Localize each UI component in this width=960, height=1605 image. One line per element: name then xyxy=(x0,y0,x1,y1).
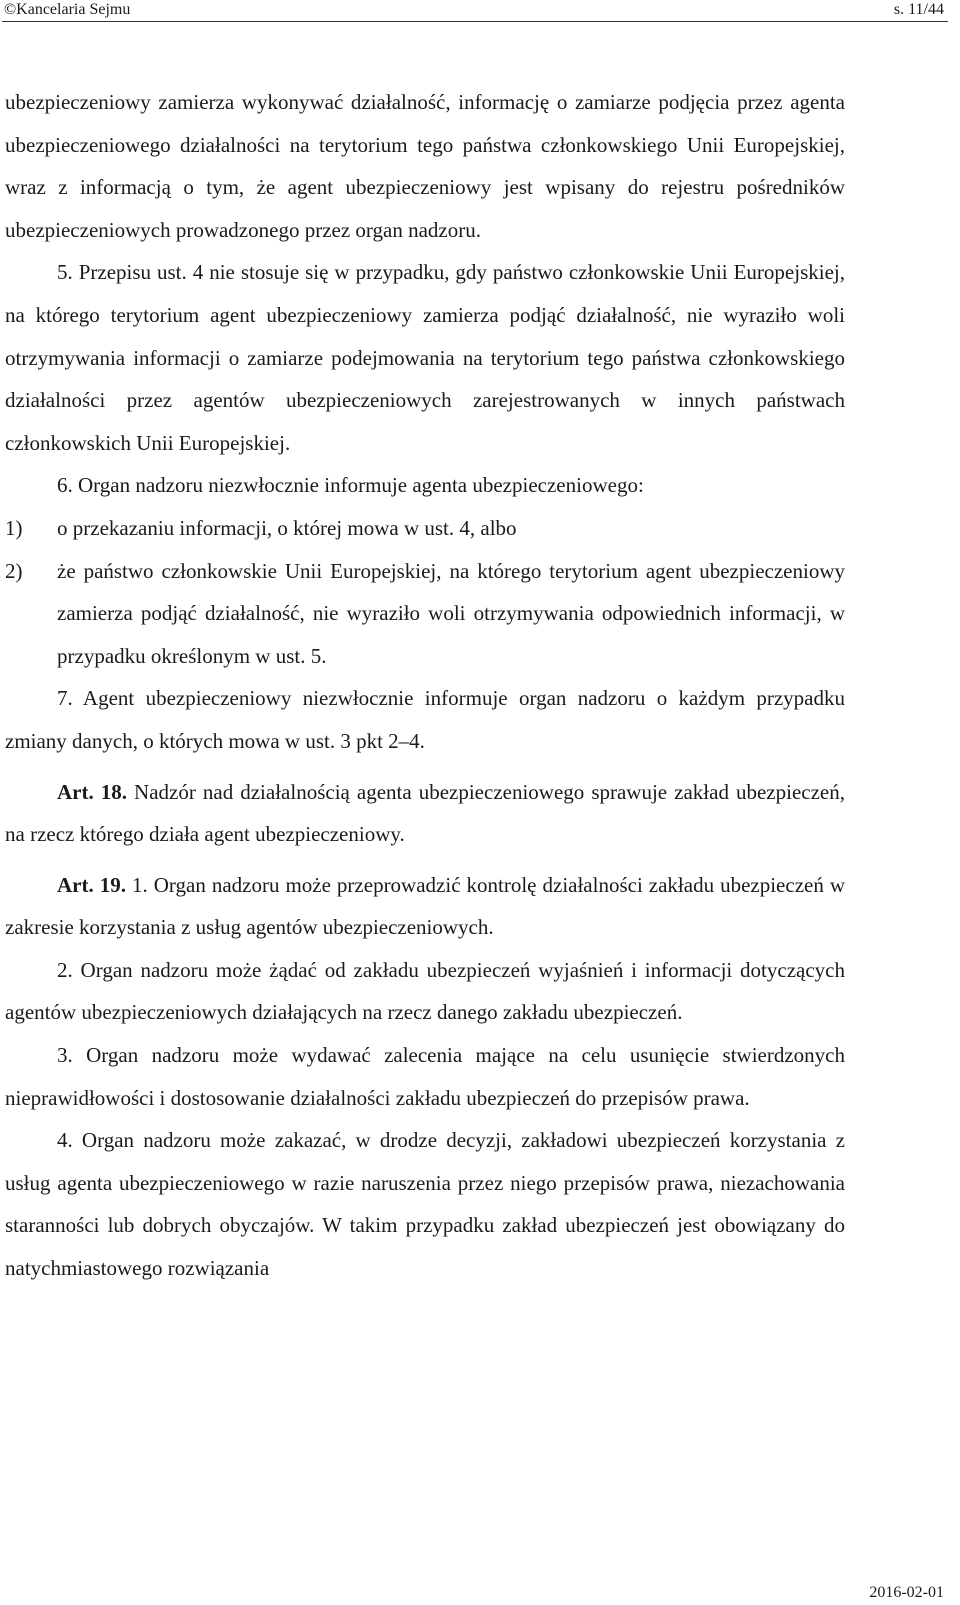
header-rule xyxy=(2,21,948,22)
paragraph-continuation: ubezpieczeniowy zamierza wykonywać działalność, informację o zamiarze podjęcia przez agenta ubezpieczeniowego działalności na terytorium tego państwa członkowskiego Unii Europejskiej, wraz z informacją o tym, że agent ubezpieczeniowy jest wpisany do rejestru pośredników ubezpieczeniowych prowadzonego przez organ nadzoru. xyxy=(5,90,845,242)
paragraph-7: 7. Agent ubezpieczeniowy niezwłocznie informuje organ nadzoru o każdym przypadku zmiany danych, o których mowa w ust. 3 pkt 2–4. xyxy=(5,686,845,753)
footer-date: 2016-02-01 xyxy=(869,1584,944,1601)
article-19-label: Art. 19. xyxy=(57,872,126,897)
article-18 xyxy=(5,771,845,856)
list-item-number: 2) xyxy=(5,558,23,583)
article-18-label: Art. 18. xyxy=(57,779,128,804)
document-body xyxy=(5,81,845,1290)
header-source: ©Kancelaria Sejmu xyxy=(4,1,131,18)
paragraph-5: 5. Przepisu ust. 4 nie stosuje się w przypadku, gdy państwo członkowskie Unii Europejskiej, na którego terytorium agent ubezpieczeniowy zamierza podjąć działalność, nie wyraziło woli otrzymywania informacji o zamiarze podejmowania na terytorium tego państwa członkowskiego działalności przez agentów ubezpieczeniowych zarejestrowanych w innych państwach członkowskich Unii Europejskiej. xyxy=(5,260,845,455)
paragraph-6: 6. Organ nadzoru niezwłocznie informuje agenta ubezpieczeniowego: xyxy=(57,473,644,498)
list-item xyxy=(5,507,845,550)
list-item-text: o przekazaniu informacji, o której mowa w ust. 4, albo xyxy=(57,515,517,540)
list-item xyxy=(5,550,845,678)
article-19-paragraph-1 xyxy=(5,864,845,949)
article-19-paragraph-2: 2. Organ nadzoru może żądać od zakładu ubezpieczeń wyjaśnień i informacji dotyczących agentów ubezpieczeniowych działających na rzecz danego zakładu ubezpieczeń. xyxy=(5,957,845,1025)
page-number: s. 11/44 xyxy=(893,1,944,18)
article-19-p1-text: 1. Organ nadzoru może przeprowadzić kontrolę działalności zakładu ubezpieczeń w zakresie korzystania z usług agentów ubezpieczeniowych. xyxy=(5,872,845,940)
list-item-text: że państwo członkowskie Unii Europejskiej, na którego terytorium agent ubezpieczeniowy zamierza podjąć działalność, nie wyraziło woli otrzymywania odpowiednich informacji, w przypadku określonym w ust. 5. xyxy=(57,558,845,668)
article-19-paragraph-3: 3. Organ nadzoru może wydawać zalecenia mające na celu usunięcie stwierdzonych nieprawidłowości i dostosowanie działalności zakładu ubezpieczeń do przepisów prawa. xyxy=(5,1043,845,1110)
article-18-text: Nadzór nad działalnością agenta ubezpieczeniowego sprawuje zakład ubezpieczeń, na rzecz którego działa agent ubezpieczeniowy. xyxy=(5,779,845,847)
list-item-number: 1) xyxy=(5,515,23,540)
article-19-paragraph-4: 4. Organ nadzoru może zakazać, w drodze decyzji, zakładowi ubezpieczeń korzystania z usług agenta ubezpieczeniowego w razie naruszenia przez niego przepisów prawa, niezachowania staranności lub dobrych obyczajów. W takim przypadku zakład ubezpieczeń jest obowiązany do natychmiastowego rozwiązania xyxy=(5,1128,845,1281)
